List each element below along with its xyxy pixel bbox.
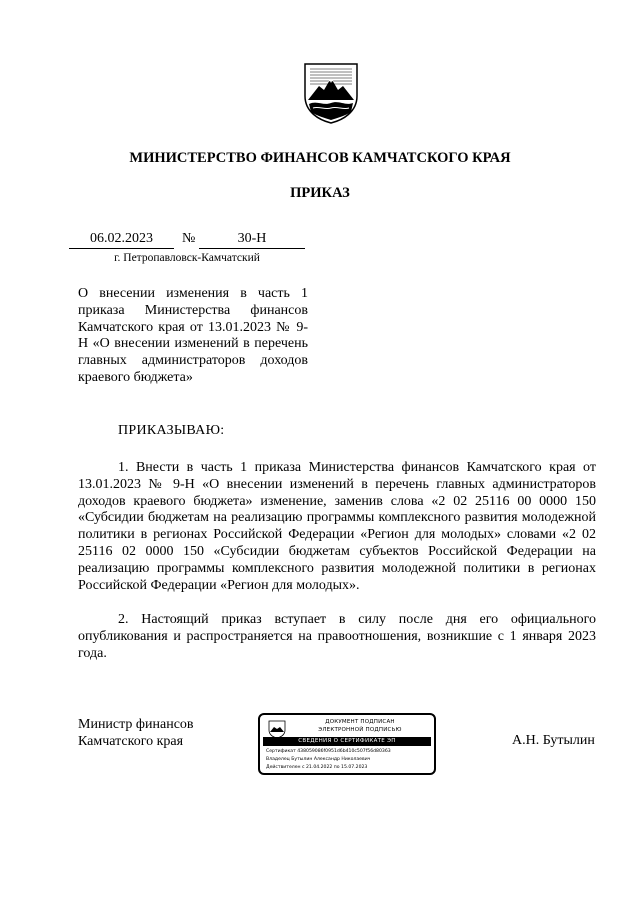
directive-heading: ПРИКАЗЫВАЮ: (118, 423, 225, 438)
order-number: 30-Н (199, 231, 305, 249)
ministry-name: МИНИСТЕРСТВО ФИНАНСОВ КАМЧАТСКОГО КРАЯ (129, 150, 511, 166)
signer-name: А.Н. Бутылин (512, 733, 595, 748)
body-paragraph-1: 1. Внести в часть 1 приказа Министерства финансов Камчатского края от 13.01.2023 № 9-Н «О внесении изменений в перечень главных администраторов доходов краевого бюджета» изменение, заменив слова «2 02 25116 00 0000 150 «Субсидии бюджетам на реализацию программы комплексного развития молодежной политики в регионах Российской Федерации «Регион для молодых» словами «2 02 25116 02 0000 150 «Субсидии бюджетам субъектов Российской Федерации на реализацию программы комплексного развития молодежной политики в регионах Российской Федерации «Регион для молодых». (78, 460, 596, 593)
signer-title-line-1: Министр финансов (78, 717, 194, 732)
stamp-heading-1: ДОКУМЕНТ ПОДПИСАН (325, 719, 395, 725)
order-date: 06.02.2023 (69, 231, 174, 249)
stamp-validity: Действителен с 21.04.2022 по 15.07.2023 (266, 765, 368, 770)
stamp-certificate-heading: СВЕДЕНИЯ О СЕРТИФИКАТЕ ЭП (263, 737, 431, 746)
e-signature-stamp (258, 713, 436, 775)
coat-of-arms-small-icon (267, 719, 287, 739)
signer-title-line-2: Камчатского края (78, 734, 184, 749)
order-place: г. Петропавловск-Камчатский (114, 252, 260, 264)
body-paragraph-2: 2. Настоящий приказ вступает в силу после дня его официального опубликования и распространяется на правоотношения, возникшие с 1 января 2023 года. (78, 612, 596, 661)
stamp-heading-2: ЭЛЕКТРОННОЙ ПОДПИСЬЮ (318, 727, 402, 733)
stamp-certificate: Сертификат 438059086f0951d6b410c507f56d80363 (266, 749, 391, 754)
stamp-owner: Владелец Бутылин Александр Николаевич (266, 757, 371, 762)
order-title: ПРИКАЗ (290, 185, 350, 201)
order-subject: О внесении изменения в часть 1 приказа Министерства финансов Камчатского края от 13.01.2023 № 9-Н «О внесении изменений в перечень главных администраторов доходов краевого бюджета» (78, 286, 308, 385)
number-sign: № (182, 231, 196, 246)
kamchatka-coat-of-arms-icon (301, 60, 361, 124)
signer-title (78, 716, 194, 750)
